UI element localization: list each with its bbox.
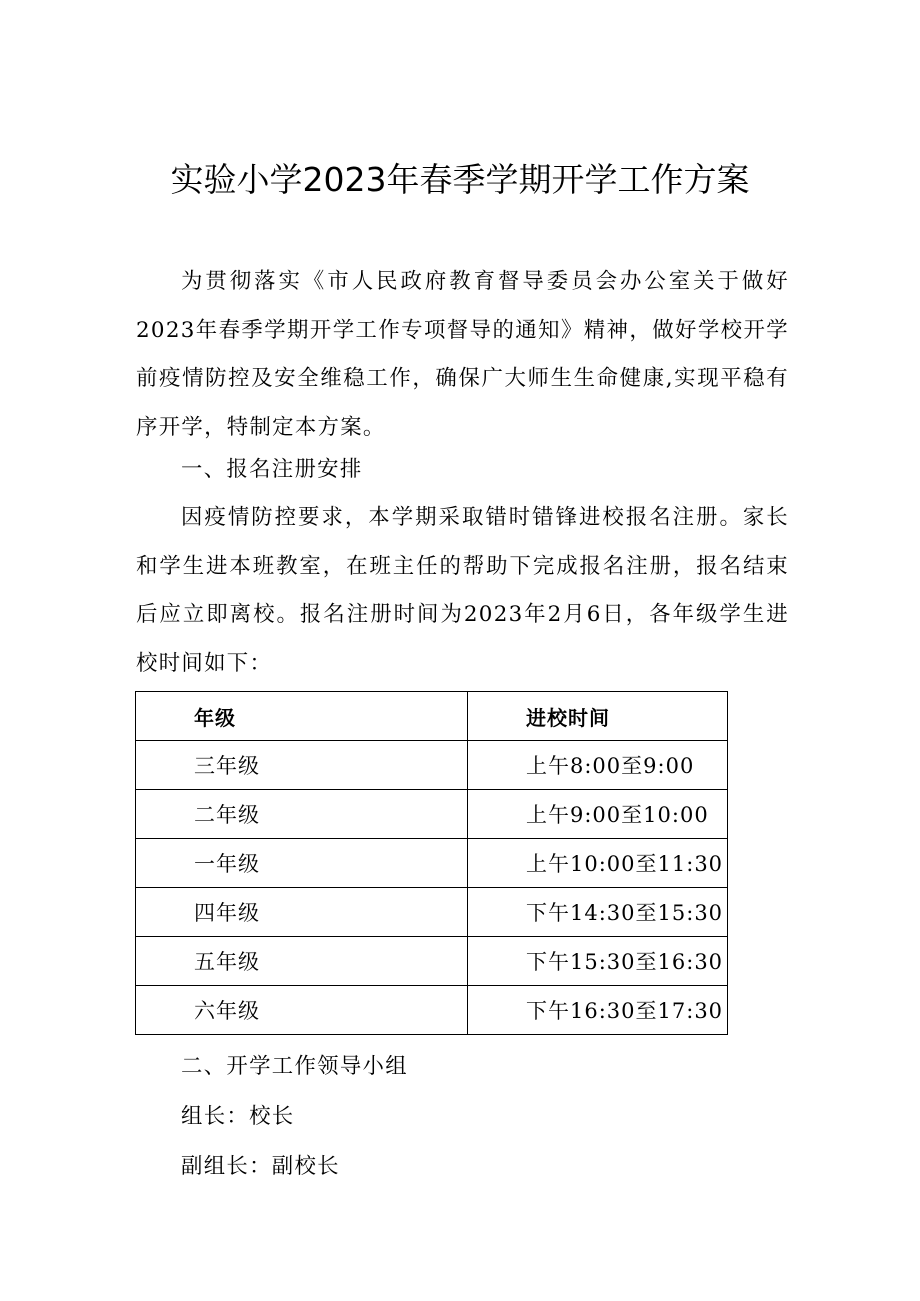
entry-time-table bbox=[135, 691, 728, 1035]
document-title: 实验小学2023年春季学期开学工作方案 bbox=[170, 160, 750, 199]
time-cell: 下午16:30至17:30 bbox=[468, 986, 728, 1035]
deputy-leader-line: 副组长：副校长 bbox=[181, 1154, 340, 1179]
leader-line: 组长：校长 bbox=[181, 1104, 295, 1129]
table-row bbox=[136, 888, 728, 937]
table-header-row bbox=[136, 692, 728, 741]
grade-cell: 三年级 bbox=[136, 741, 468, 790]
section-1-paragraph: 因疫情防控要求，本学期采取错时错锋进校报名注册。家长和学生进本班教室，在班主任的帮助下完成报名注册，报名结束后应立即离校。报名注册时间为2023年2月6日，各年级学生进校时间如下： bbox=[136, 505, 789, 676]
table-row bbox=[136, 986, 728, 1035]
table-row bbox=[136, 839, 728, 888]
time-cell: 上午8:00至9:00 bbox=[468, 741, 728, 790]
time-cell: 上午10:00至11:30 bbox=[468, 839, 728, 888]
header-entry-time: 进校时间 bbox=[468, 692, 728, 741]
time-cell: 下午15:30至16:30 bbox=[468, 937, 728, 986]
grade-cell: 六年级 bbox=[136, 986, 468, 1035]
time-cell: 上午9:00至10:00 bbox=[468, 790, 728, 839]
table-row bbox=[136, 937, 728, 986]
section-2-heading: 二、开学工作领导小组 bbox=[181, 1054, 408, 1079]
header-grade: 年级 bbox=[136, 692, 468, 741]
grade-cell: 一年级 bbox=[136, 839, 468, 888]
table-row bbox=[136, 790, 728, 839]
intro-paragraph: 为贯彻落实《市人民政府教育督导委员会办公室关于做好2023年春季学期开学工作专项督导的通知》精神，做好学校开学前疫情防控及安全维稳工作，确保广大师生生命健康,实现平稳有序开学，特制定本方案。 bbox=[136, 269, 789, 440]
section-1-heading: 一、报名注册安排 bbox=[181, 457, 363, 482]
table-row bbox=[136, 741, 728, 790]
grade-cell: 四年级 bbox=[136, 888, 468, 937]
grade-cell: 五年级 bbox=[136, 937, 468, 986]
time-cell: 下午14:30至15:30 bbox=[468, 888, 728, 937]
grade-cell: 二年级 bbox=[136, 790, 468, 839]
